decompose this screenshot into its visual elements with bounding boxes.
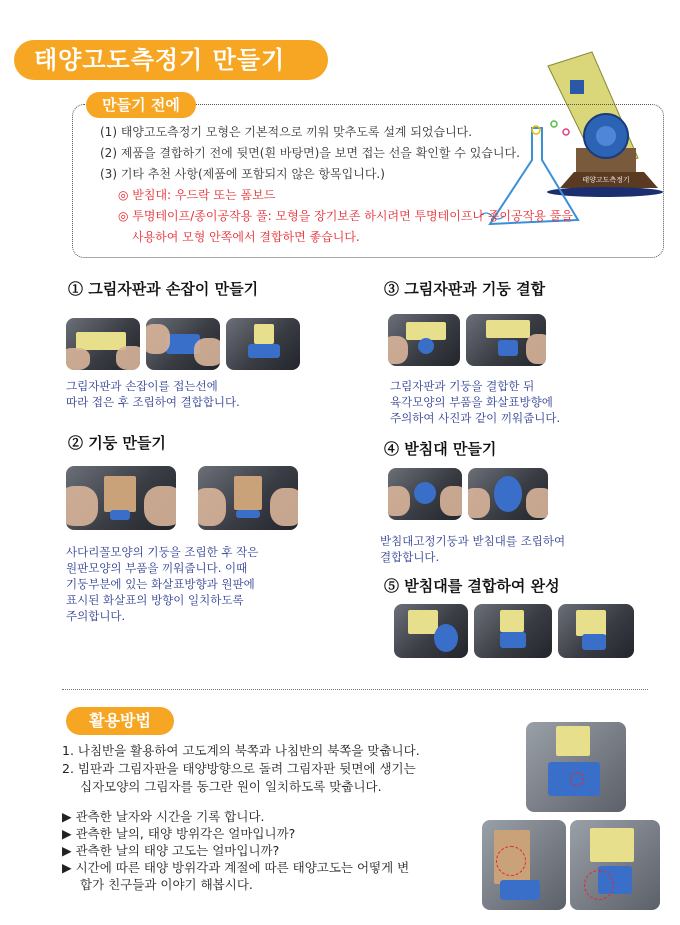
recommend-item: 사용하여 모형 안쪽에서 결합하면 좋습니다. bbox=[132, 230, 360, 244]
step-2-photo-1 bbox=[66, 466, 176, 530]
step-5-photo-3 bbox=[558, 604, 634, 658]
step-3-photo-2 bbox=[466, 314, 546, 366]
step-3-title: ③ 그림자판과 기둥 결합 bbox=[384, 280, 546, 298]
page-title: 태양고도측정기 만들기 bbox=[14, 40, 328, 80]
step-2-desc bbox=[66, 544, 326, 624]
section-divider bbox=[62, 689, 648, 690]
desc-line: 사다리꼴모양의 기둥을 조립한 후 작은 bbox=[66, 545, 259, 559]
question-item: 합가 친구들과 이야기 해봅시다. bbox=[80, 877, 253, 892]
highlight-circle bbox=[570, 772, 584, 786]
step-5-title: ⑤ 받침대를 결합하여 완성 bbox=[384, 577, 560, 595]
step-4-photo-1 bbox=[388, 468, 462, 520]
intro-item: (3) 기타 추천 사항(제품에 포함되지 않은 항목입니다.) bbox=[100, 167, 385, 181]
desc-line: 주의하여 사진과 같이 끼워줍니다. bbox=[390, 411, 561, 425]
recommend-item: ◎ 받침대: 우드락 또는 폼보드 bbox=[118, 188, 276, 202]
highlight-circle bbox=[584, 870, 614, 900]
desc-line: 결합합니다. bbox=[380, 550, 440, 564]
grid-mark-icon bbox=[570, 80, 584, 94]
question-item: ▶ 관측한 날의, 태양 방위각은 얼마입니까? bbox=[62, 826, 296, 841]
highlight-circle bbox=[496, 846, 526, 876]
recommend-item: ◎ 투명테이프/종이공작용 풀: 모형을 장기보존 하시려면 투명테이프나 종이공작용 풀을 bbox=[118, 209, 573, 223]
usage-photo-2 bbox=[482, 820, 566, 910]
intro-item: (2) 제품을 결합하기 전에 뒷면(흰 바탕면)을 보면 접는 선을 확인할 수 있습니다. bbox=[100, 146, 520, 160]
device-label: 태양고도측정기 bbox=[582, 176, 630, 184]
step-1-photo-1 bbox=[66, 318, 140, 370]
question-item: ▶ 관측한 날의 태양 고도는 얼마입니까? bbox=[62, 843, 280, 858]
step-1-photo-3 bbox=[226, 318, 300, 370]
intro-item: (1) 태양고도측정기 모형은 기본적으로 끼워 맞추도록 설계 되었습니다. bbox=[100, 125, 473, 139]
usage-item: 1. 나침반을 활용하여 고도계의 북쪽과 나침반의 북쪽을 맞춥니다. bbox=[62, 743, 420, 758]
intro-list bbox=[100, 122, 573, 248]
question-item: ▶ 관측한 날자와 시간을 기록 합니다. bbox=[62, 809, 265, 824]
desc-line: 육각모양의 부품을 화살표방향에 bbox=[390, 395, 553, 409]
usage-label: 활용방법 bbox=[66, 707, 174, 735]
usage-photo-1 bbox=[526, 722, 626, 812]
step-5-photo-1 bbox=[394, 604, 468, 658]
usage-photo-3 bbox=[570, 820, 660, 910]
step-4-title: ④ 받침대 만들기 bbox=[384, 440, 497, 458]
desc-line: 따라 접은 후 조립하여 결합합니다. bbox=[66, 395, 240, 409]
step-4-desc bbox=[380, 533, 660, 565]
step-2-title: ② 기둥 만들기 bbox=[68, 434, 166, 452]
usage-item: 십자모양의 그림자를 동그란 원이 일치하도록 맞춥니다. bbox=[80, 779, 382, 794]
desc-line: 그림자판과 기둥을 결합한 뒤 bbox=[390, 379, 535, 393]
step-1-title: ① 그림자판과 손잡이 만들기 bbox=[68, 280, 259, 298]
step-3-desc bbox=[390, 378, 650, 426]
intro-label: 만들기 전에 bbox=[86, 92, 196, 118]
step-1-desc bbox=[66, 378, 326, 410]
question-list bbox=[62, 808, 482, 893]
desc-line: 받침대고정기둥과 받침대를 조립하여 bbox=[380, 534, 566, 548]
desc-line: 표시된 화살표의 방향이 일치하도록 bbox=[66, 593, 244, 607]
desc-line: 주의합니다. bbox=[66, 609, 126, 623]
step-2-photo-2 bbox=[198, 466, 298, 530]
question-item: ▶ 시간에 따른 태양 방위각과 계절에 따른 태양고도는 어떻게 변 bbox=[62, 860, 410, 875]
step-5-photo-2 bbox=[474, 604, 552, 658]
step-4-photo-2 bbox=[468, 468, 548, 520]
step-3-photo-1 bbox=[388, 314, 460, 366]
usage-item: 2. 빔판과 그림자판을 태양방향으로 돌려 그림자판 뒷면에 생기는 bbox=[62, 761, 416, 776]
desc-line: 원판모양의 부품을 끼워줍니다. 이때 bbox=[66, 561, 248, 575]
desc-line: 기둥부분에 있는 화살표방향과 원판에 bbox=[66, 577, 255, 591]
usage-list bbox=[62, 742, 492, 796]
desc-line: 그림자판과 손잡이를 접는선에 bbox=[66, 379, 218, 393]
step-1-photo-2 bbox=[146, 318, 220, 370]
